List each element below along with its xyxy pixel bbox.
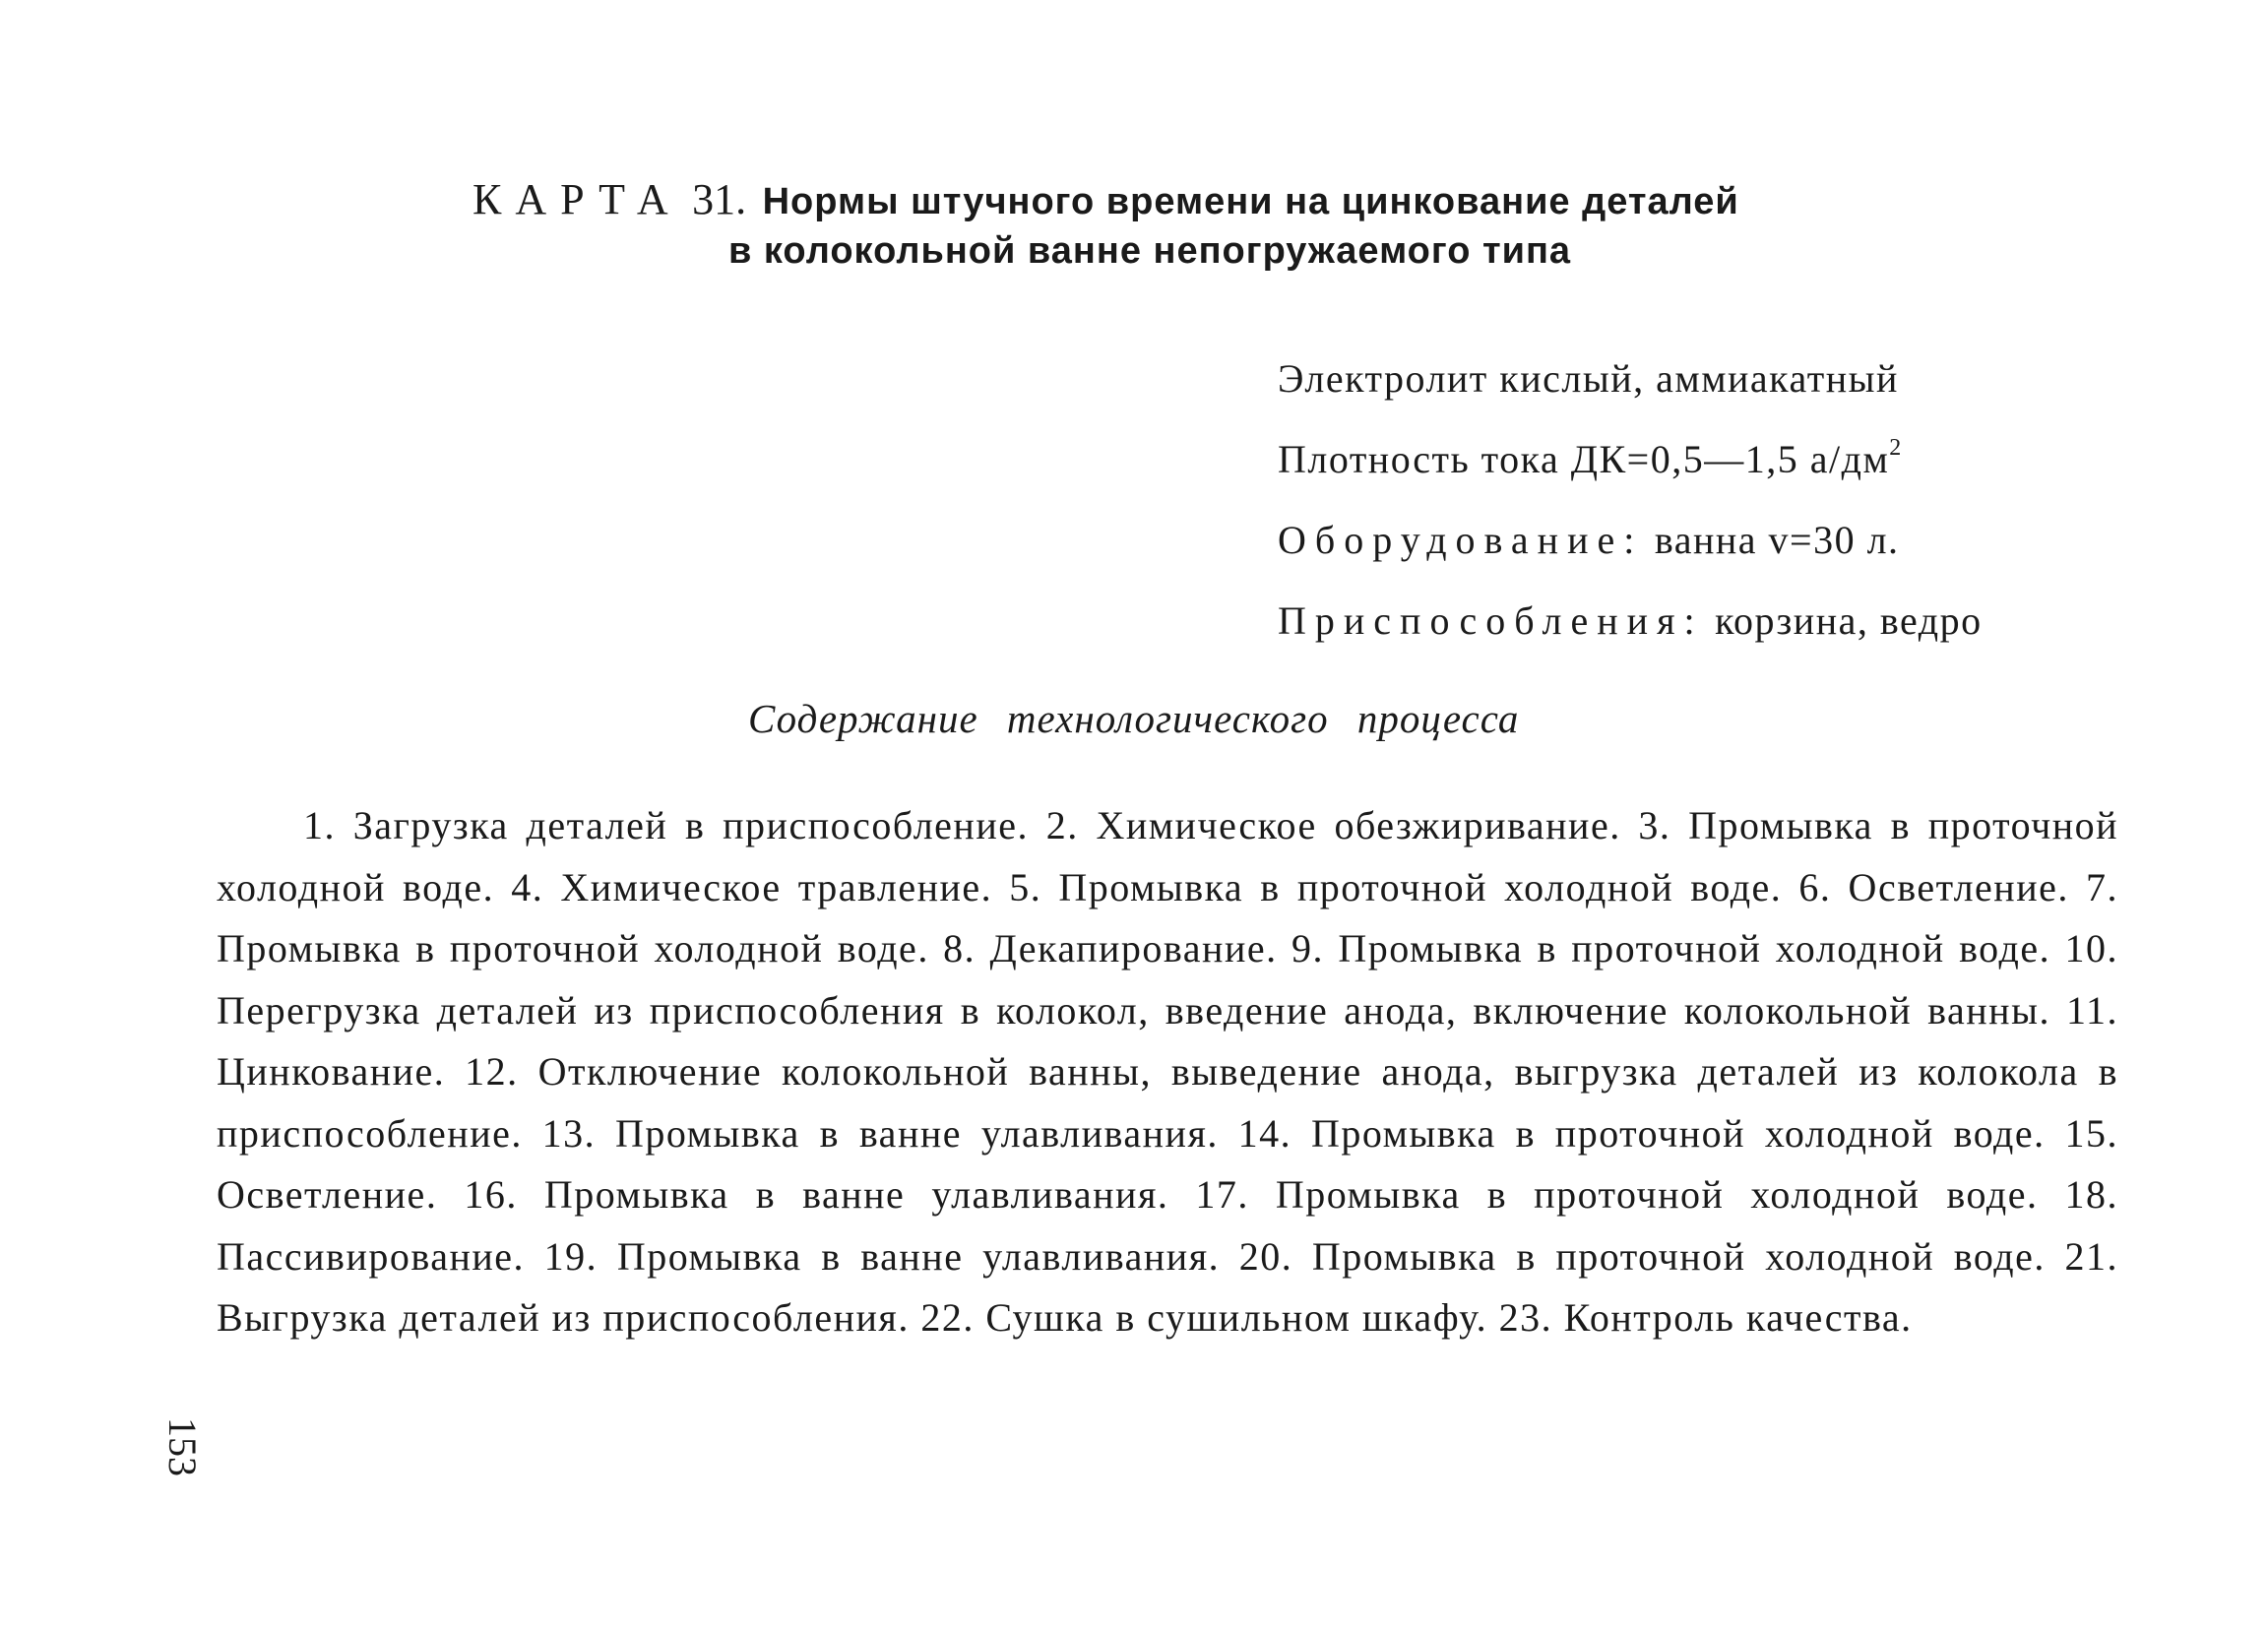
spec-fixtures-label: Приспособления: <box>1278 598 1704 643</box>
section-heading: Содержание технологического процесса <box>748 696 1520 741</box>
spec-equipment <box>1278 500 1983 581</box>
card-label: КАРТА <box>472 175 682 223</box>
spec-current-density <box>1278 419 1983 500</box>
process-specs <box>1278 339 1983 661</box>
spec-current-density-text: Плотность тока ДК=0,5—1,5 а/дм <box>1278 437 1890 481</box>
title-bold-line-1: Нормы штучного времени на цинкование деталей <box>762 181 1739 222</box>
card-number: 31. <box>692 175 747 223</box>
process-steps-paragraph: 1. Загрузка деталей в приспособление. 2. Химическое обезжиривание. 3. Промывка в проточной холодной воде. 4. Химическое травление. 5. Промывка в проточной холодной воде. 6. Осветление. 7. Промывка в проточной холодной воде. 8. Декапирование. 9. Промывка в проточной холодной воде. 10. Перегрузка деталей из приспособления в колокол, введение анода, включение колокольной ванны. 11. Цинкование. 12. Отключение колокольной ванны, выведение анода, выгрузка деталей из колокола в приспособление. 13. Промывка в ванне улавливания. 14. Промывка в проточной холодной воде. 15. Осветление. 16. Промывка в ванне улавливания. 17. Промывка в проточной холодной воде. 18. Пассивирование. 19. Промывка в ванне улавливания. 20. Промывка в проточной холодной воде. 21. Выгрузка деталей из приспособления. 22. Сушка в сушильном шкафу. 23. Контроль качества. <box>217 803 2118 1340</box>
page-number: 153 <box>160 1417 205 1476</box>
spec-equipment-value: ванна v=30 л. <box>1654 518 1900 562</box>
title-line-1 <box>472 175 1739 226</box>
spec-fixtures <box>1278 581 1983 661</box>
spec-fixtures-value: корзина, ведро <box>1715 598 1983 643</box>
spec-electrolyte: Электролит кислый, аммиакатный <box>1278 356 1899 401</box>
title-line-2: в колокольной ванне непогружаемого типа <box>728 230 1572 272</box>
spec-equipment-label: Оборудование: <box>1278 518 1644 562</box>
spec-current-density-superscript: 2 <box>1889 435 1903 461</box>
